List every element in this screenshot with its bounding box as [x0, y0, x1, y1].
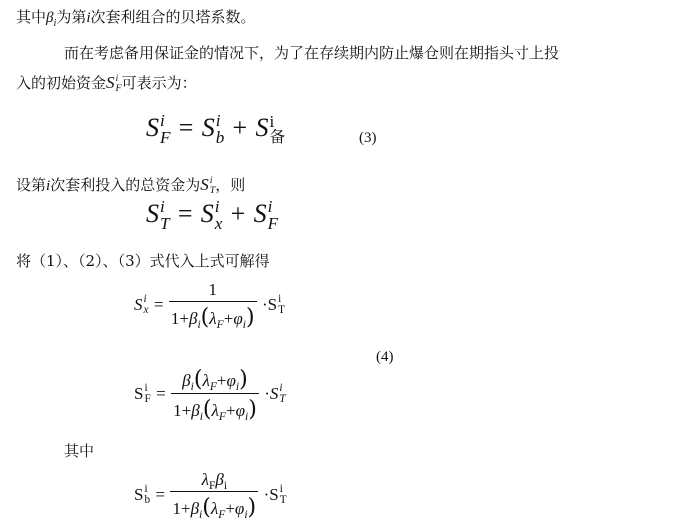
plus-sign: +: [180, 499, 191, 518]
equation-number-4: (4): [376, 349, 394, 365]
text-suffix: 次套利组合的贝塔系数。: [90, 8, 256, 26]
fraction: [170, 470, 258, 520]
paragraph-margin-line2: [16, 72, 197, 94]
dot-operator: ·: [264, 384, 270, 403]
equals-sign: =: [155, 485, 166, 504]
fraction: [171, 366, 259, 422]
superscript: i: [144, 482, 148, 495]
text-line: 其中: [64, 442, 95, 460]
lambda-symbol: λ: [209, 309, 217, 328]
formula-sf: [134, 366, 286, 422]
variable-S: S: [106, 73, 115, 92]
subscript: T: [279, 393, 286, 405]
dot-operator: ·: [261, 295, 268, 314]
beta-symbol: β: [46, 10, 54, 26]
subscript: T: [209, 185, 216, 196]
left-paren: (: [202, 494, 211, 520]
formula-sb: [134, 470, 287, 520]
text-line: 而在考虑备用保证金的情况下，为了在存续期内防止爆仓则在期指头寸上投: [64, 44, 560, 62]
plus-sign: +: [230, 199, 246, 229]
beta-symbol: β: [215, 470, 224, 489]
right-paren: ): [248, 396, 257, 422]
lambda-subscript: F: [218, 410, 226, 424]
beta-symbol: β: [190, 499, 200, 518]
subscript: T: [278, 304, 285, 316]
script-stack: [280, 484, 287, 506]
text-prefix: 入的初始资金: [16, 74, 107, 92]
variable-S: S: [200, 175, 209, 194]
superscript: i: [160, 197, 165, 216]
phi-subscript: i: [244, 410, 249, 424]
equation-number-3: (3): [359, 130, 377, 146]
superscript: i: [278, 292, 282, 305]
numerator: [170, 470, 258, 491]
left-paren: (: [200, 304, 210, 330]
script-stack: [269, 113, 285, 146]
script-stack: [268, 198, 278, 232]
superscript: i: [209, 175, 213, 187]
variable-S: S: [253, 199, 267, 229]
script-stack: [144, 294, 149, 316]
phi-symbol: φ: [235, 401, 245, 420]
script-stack: [279, 383, 285, 405]
script-stack: [215, 198, 223, 232]
right-paren: ): [239, 366, 248, 392]
text-middle: 次套利投入的总资金为: [50, 176, 201, 194]
den-one: 1: [172, 499, 181, 518]
superscript: i: [267, 197, 273, 216]
variable-S: S: [134, 485, 144, 504]
subscript: F: [115, 83, 122, 94]
right-paren: ): [245, 304, 255, 330]
text-line: 将（1）、（2）、（3）式代入上式可解得: [16, 252, 270, 270]
left-paren: (: [202, 396, 212, 422]
variable-S: S: [200, 199, 214, 229]
variable-S: S: [269, 384, 279, 403]
text-suffix: ，则: [215, 176, 246, 194]
variable-S: S: [134, 384, 144, 403]
left-paren: (: [193, 366, 203, 392]
lambda-symbol: λ: [211, 401, 219, 420]
superscript: i: [214, 197, 220, 216]
superscript: i: [215, 111, 221, 130]
beta-symbol: β: [191, 401, 200, 420]
subscript: x: [143, 304, 149, 316]
text-prefix: 其中: [16, 8, 47, 26]
subscript: 备: [269, 127, 286, 146]
den-one: 1: [173, 401, 182, 420]
script-stack: [160, 198, 170, 232]
superscript: i: [269, 111, 275, 131]
lambda-subscript: F: [216, 318, 224, 332]
variable-i: i: [46, 178, 51, 194]
beta-subscript: i: [197, 318, 201, 332]
variable-S: S: [201, 113, 215, 143]
phi-subscript: i: [242, 318, 246, 332]
equation-total: [146, 198, 278, 232]
script-stack: [278, 294, 285, 316]
label-where: [64, 440, 94, 461]
denominator: [170, 491, 258, 520]
lambda-subscript: F: [218, 508, 226, 522]
plus-sign: +: [223, 309, 234, 328]
equation-3: [146, 112, 285, 146]
phi-subscript: i: [235, 380, 240, 394]
lambda-symbol: λ: [201, 470, 209, 489]
superscript: i: [115, 73, 119, 85]
variable-S: S: [267, 295, 278, 314]
subscript: x: [214, 214, 223, 234]
denominator: [171, 393, 259, 422]
numerator: 1: [208, 280, 217, 299]
subscript: b: [144, 494, 151, 506]
phi-symbol: φ: [226, 371, 236, 390]
right-paren: ): [247, 494, 257, 520]
phi-symbol: φ: [234, 499, 245, 518]
paragraph-substitution: [16, 250, 270, 271]
script-stack: [216, 112, 225, 146]
paragraph-beta-definition: [16, 6, 256, 27]
lambda-subscript: F: [209, 380, 217, 394]
beta-subscript: i: [190, 380, 194, 394]
paragraph-margin-line1: [64, 42, 559, 63]
subscript: F: [267, 214, 279, 234]
subscript: b: [215, 128, 225, 148]
phi-subscript: i: [244, 508, 248, 522]
beta-subscript: i: [199, 508, 203, 522]
script-stack: [144, 484, 150, 506]
superscript: i: [160, 111, 165, 130]
beta-symbol: β: [182, 371, 191, 390]
superscript: i: [279, 381, 283, 394]
plus-sign: +: [179, 309, 189, 328]
lambda-subscript: F: [208, 479, 216, 493]
beta-subscript: i: [53, 17, 57, 29]
plus-sign: +: [225, 499, 235, 518]
subscript: F: [160, 128, 171, 148]
variable-i: i: [86, 10, 91, 26]
subscript: T: [160, 214, 170, 234]
plus-sign: +: [225, 401, 236, 420]
lambda-symbol: λ: [210, 499, 219, 518]
text-middle: 为第: [56, 8, 87, 26]
variable-S: S: [146, 199, 159, 229]
subscript: T: [279, 494, 287, 506]
lambda-symbol: λ: [202, 371, 210, 390]
beta-subscript: i: [223, 479, 228, 493]
plus-sign: +: [232, 113, 248, 143]
phi-symbol: φ: [233, 309, 243, 328]
denominator: [169, 301, 257, 330]
plus-sign: +: [216, 371, 227, 390]
numerator: [171, 366, 259, 393]
beta-subscript: i: [199, 410, 203, 424]
dot-operator: ·: [263, 485, 270, 504]
script-stack: [144, 383, 150, 405]
equals-sign: =: [153, 295, 164, 314]
fraction: [169, 280, 257, 330]
beta-symbol: β: [188, 309, 198, 328]
script-stack: [160, 112, 170, 146]
variable-S: S: [146, 113, 159, 143]
equals-sign: =: [177, 199, 193, 229]
variable-S: S: [269, 485, 279, 504]
text-suffix: 可表示为：: [121, 74, 197, 92]
text-prefix: 设第: [16, 176, 47, 194]
superscript: i: [143, 292, 147, 305]
den-one: 1: [170, 309, 180, 328]
formula-sx: [134, 280, 285, 330]
equals-sign: =: [178, 113, 194, 143]
superscript: i: [144, 381, 148, 394]
variable-S: S: [255, 113, 269, 143]
plus-sign: +: [181, 401, 192, 420]
superscript: i: [279, 482, 283, 495]
variable-S: S: [134, 295, 143, 314]
equals-sign: =: [156, 384, 166, 403]
paragraph-total-capital: [16, 174, 245, 196]
subscript: F: [144, 393, 151, 405]
